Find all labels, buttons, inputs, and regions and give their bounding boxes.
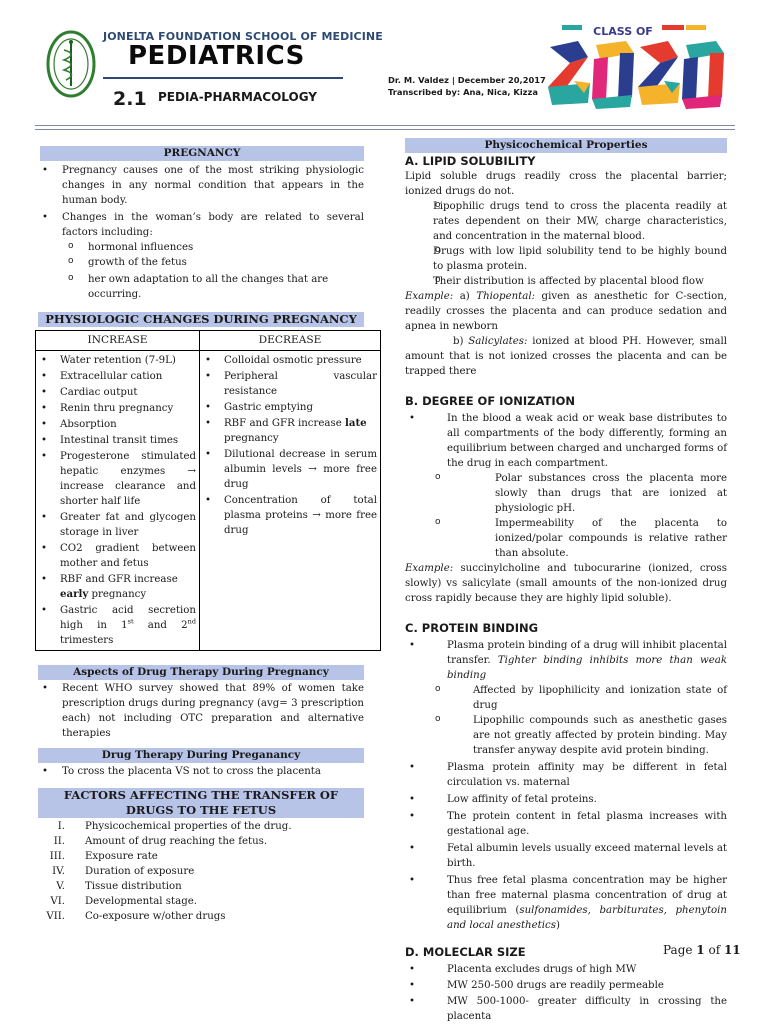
header-rule-bottom	[35, 129, 735, 130]
class-of-2020-logo	[548, 23, 724, 113]
pregnancy-sublist	[38, 240, 364, 302]
sub-list-item: o Affected by lipophilicity and ionization state of drug	[405, 683, 727, 713]
list-item: • Plasma protein binding of a drug will inhibit placental transfer. Tighter binding inhibits more than weak binding	[405, 638, 727, 683]
increase-item: • Greater fat and glycogen storage in liver	[36, 510, 196, 540]
sub-list-item: o Their distribution is affected by placental blood flow	[405, 274, 727, 289]
increase-item: • Cardiac output	[36, 385, 196, 400]
section-title-aspects: Aspects of Drug Therapy During Pregnancy	[38, 665, 364, 680]
factor-item: VI. Developmental stage.	[50, 896, 197, 907]
list-item: • Plasma protein affinity may be different in fetal circulation vs. maternal	[405, 760, 727, 790]
increase-item: • Intestinal transit times	[36, 433, 196, 448]
list-item: • In the blood a weak acid or weak base distributes to all compartments of the body differently, forming an equilibrium between charged and uncharged forms of the drug in each compartment.	[405, 411, 727, 471]
increase-item: • Progesterone stimulated hepatic enzymes → increase clearance and shorter half life	[36, 449, 196, 509]
sub-list-item: o hormonal influences	[38, 240, 364, 255]
school-name: JONELTA FOUNDATION SCHOOL OF MEDICINE	[103, 30, 383, 43]
sub-list-item: o Lipophilic compounds such as anesthetic gases are not greatly affected by protein binding. May transfer anyway despite avid protein binding.	[405, 713, 727, 758]
factor-item: V. Tissue distribution	[56, 881, 182, 892]
sub-list-item: o Lipophilic drugs tend to cross the placenta readily at rates dependent on their MW, charge characteristics, and concentration in the maternal blood.	[405, 199, 727, 244]
topic-number: 2.1	[113, 88, 147, 110]
list-item: • MW 500-1000- greater difficulty in crossing the placenta	[405, 994, 727, 1024]
list-item: • Fetal albumin levels usually exceed maternal levels at birth.	[405, 841, 727, 871]
list-item: • Recent WHO survey showed that 89% of women take prescription drugs during pregnancy (avg= 3 prescription each) not including OTC preparation and alternative therapies	[38, 681, 364, 741]
heading-protein-binding: C. PROTEIN BINDING	[405, 621, 539, 635]
subject-title: PEDIATRICS	[128, 41, 305, 71]
list-item: • Thus free fetal plasma concentration may be higher than free maternal plasma concentration of drug at equilibrium (sulfonamides, barbiturates, phenytoin and local anesthetics)	[405, 873, 727, 933]
example-ionization: Example: succinylcholine and tubocurarine (ionized, cross slowly) vs salicylate (small amounts of the non-ionized drug cross rapidly because they are highly lipid soluble).	[405, 563, 727, 604]
physiologic-changes-table	[35, 330, 381, 651]
list-item: • Placenta excludes drugs of high MW	[405, 962, 727, 977]
emphasis-early: early	[60, 588, 89, 600]
factor-item: II. Amount of drug reaching the fetus.	[53, 836, 268, 847]
emphasis-late: late	[344, 417, 367, 429]
list-item: • Changes in the woman’s body are related to several factors including:	[38, 210, 364, 240]
pregnancy-list	[38, 163, 364, 240]
decrease-item: • Peripheral vascular resistance	[200, 369, 377, 399]
decrease-item: • Concentration of total plasma proteins → more free drug	[200, 493, 377, 538]
increase-item: • Absorption	[36, 417, 196, 432]
increase-item: • Extracellular cation	[36, 369, 196, 384]
decrease-item: • Gastric emptying	[200, 400, 377, 415]
decrease-item-rbf-gfr: • RBF and GFR increase late pregnancy	[200, 416, 377, 446]
section-title-factors: FACTORS AFFECTING THE TRANSFER OF DRUGS TO THE FETUS	[38, 788, 364, 818]
heading-degree-of-ionization: B. DEGREE OF IONIZATION	[405, 394, 576, 408]
right-column	[405, 138, 727, 1024]
factor-item: I. Physicochemical properties of the drug.	[57, 821, 292, 832]
list-item: • To cross the placenta VS not to cross the placenta	[38, 764, 364, 779]
factor-item: III. Exposure rate	[49, 851, 158, 862]
heading-lipid-solubility: A. LIPID SOLUBILITY	[405, 154, 536, 168]
factors-list	[38, 819, 364, 924]
section-title-physicochemical: Physicochemical Properties	[405, 138, 727, 153]
header-rule-top	[35, 125, 735, 126]
header-divider	[103, 77, 343, 79]
column-header-decrease: DECREASE	[200, 331, 381, 351]
sub-list-item: o Drugs with low lipid solubility tend to be highly bound to plasma protein.	[405, 244, 727, 274]
increase-item-gastric: • Gastric acid secretion high in 1st and 2nd trimesters	[36, 603, 196, 648]
increase-item-rbf-gfr: • RBF and GFR increase early pregnancy	[36, 572, 196, 602]
lecturer-date: Dr. M. Valdez | December 20,2017	[388, 75, 546, 85]
section-title-therapy: Drug Therapy During Preganancy	[38, 748, 364, 763]
list-item: • MW 250-500 drugs are readily permeable	[405, 978, 727, 993]
column-header-increase: INCREASE	[36, 331, 200, 351]
example-salicylates: b) Salicylates: ionized at blood PH. However, small amount that is not ionized crosses the placenta and can be trapped there	[405, 336, 727, 377]
sub-list-item: o her own adaptation to all the changes that are occurring.	[38, 272, 364, 302]
decrease-cell	[200, 351, 381, 651]
increase-item: • Water retention (7-9L)	[36, 353, 196, 368]
sub-list-item: o growth of the fetus	[38, 255, 364, 270]
factor-item: VII. Co-exposure w/other drugs	[46, 911, 226, 922]
class-of-label: CLASS OF	[593, 25, 653, 38]
section-title-physiologic: PHYSIOLOGIC CHANGES DURING PREGNANCY	[38, 312, 364, 327]
decrease-item: • Dilutional decrease in serum albumin levels → more free drug	[200, 447, 377, 492]
increase-cell	[36, 351, 200, 651]
topic-title: PEDIA-PHARMACOLOGY	[158, 90, 317, 104]
list-item: • Pregnancy causes one of the most striking physiologic changes in any normal condition that appears in the human body.	[38, 163, 364, 208]
example-thiopental: Example: a) Thiopental: given as anesthetic for C-section, readily crosses the placenta and can produce sedation and apnea in newborn	[405, 291, 727, 332]
heading-molecular-size: D. MOLECLAR SIZE	[405, 945, 526, 959]
page-number: Page 1 of 11	[663, 943, 741, 957]
transcribers: Transcribed by: Ana, Nica, Kizza	[388, 87, 538, 97]
decrease-item: • Colloidal osmotic pressure	[200, 353, 377, 368]
list-item: • The protein content in fetal plasma increases with gestational age.	[405, 809, 727, 839]
increase-item: • Renin thru pregnancy	[36, 401, 196, 416]
left-column	[38, 146, 377, 924]
sub-list-item: o Polar substances cross the placenta more slowly than drugs that are ionized at physiologic pH.	[405, 471, 727, 516]
sub-list-item: o Impermeability of the placenta to ionized/polar compounds is relative rather than absolute.	[405, 516, 727, 561]
section-title-pregnancy: PREGNANCY	[40, 146, 364, 161]
factor-item: IV. Duration of exposure	[52, 866, 195, 877]
paragraph: Lipid soluble drugs readily cross the placental barrier; ionized drugs do not.	[405, 171, 727, 197]
school-seal-logo	[46, 30, 96, 98]
lecture-meta	[388, 74, 546, 98]
list-item: • Low affinity of fetal proteins.	[405, 792, 727, 807]
increase-item: • CO2 gradient between mother and fetus	[36, 541, 196, 571]
